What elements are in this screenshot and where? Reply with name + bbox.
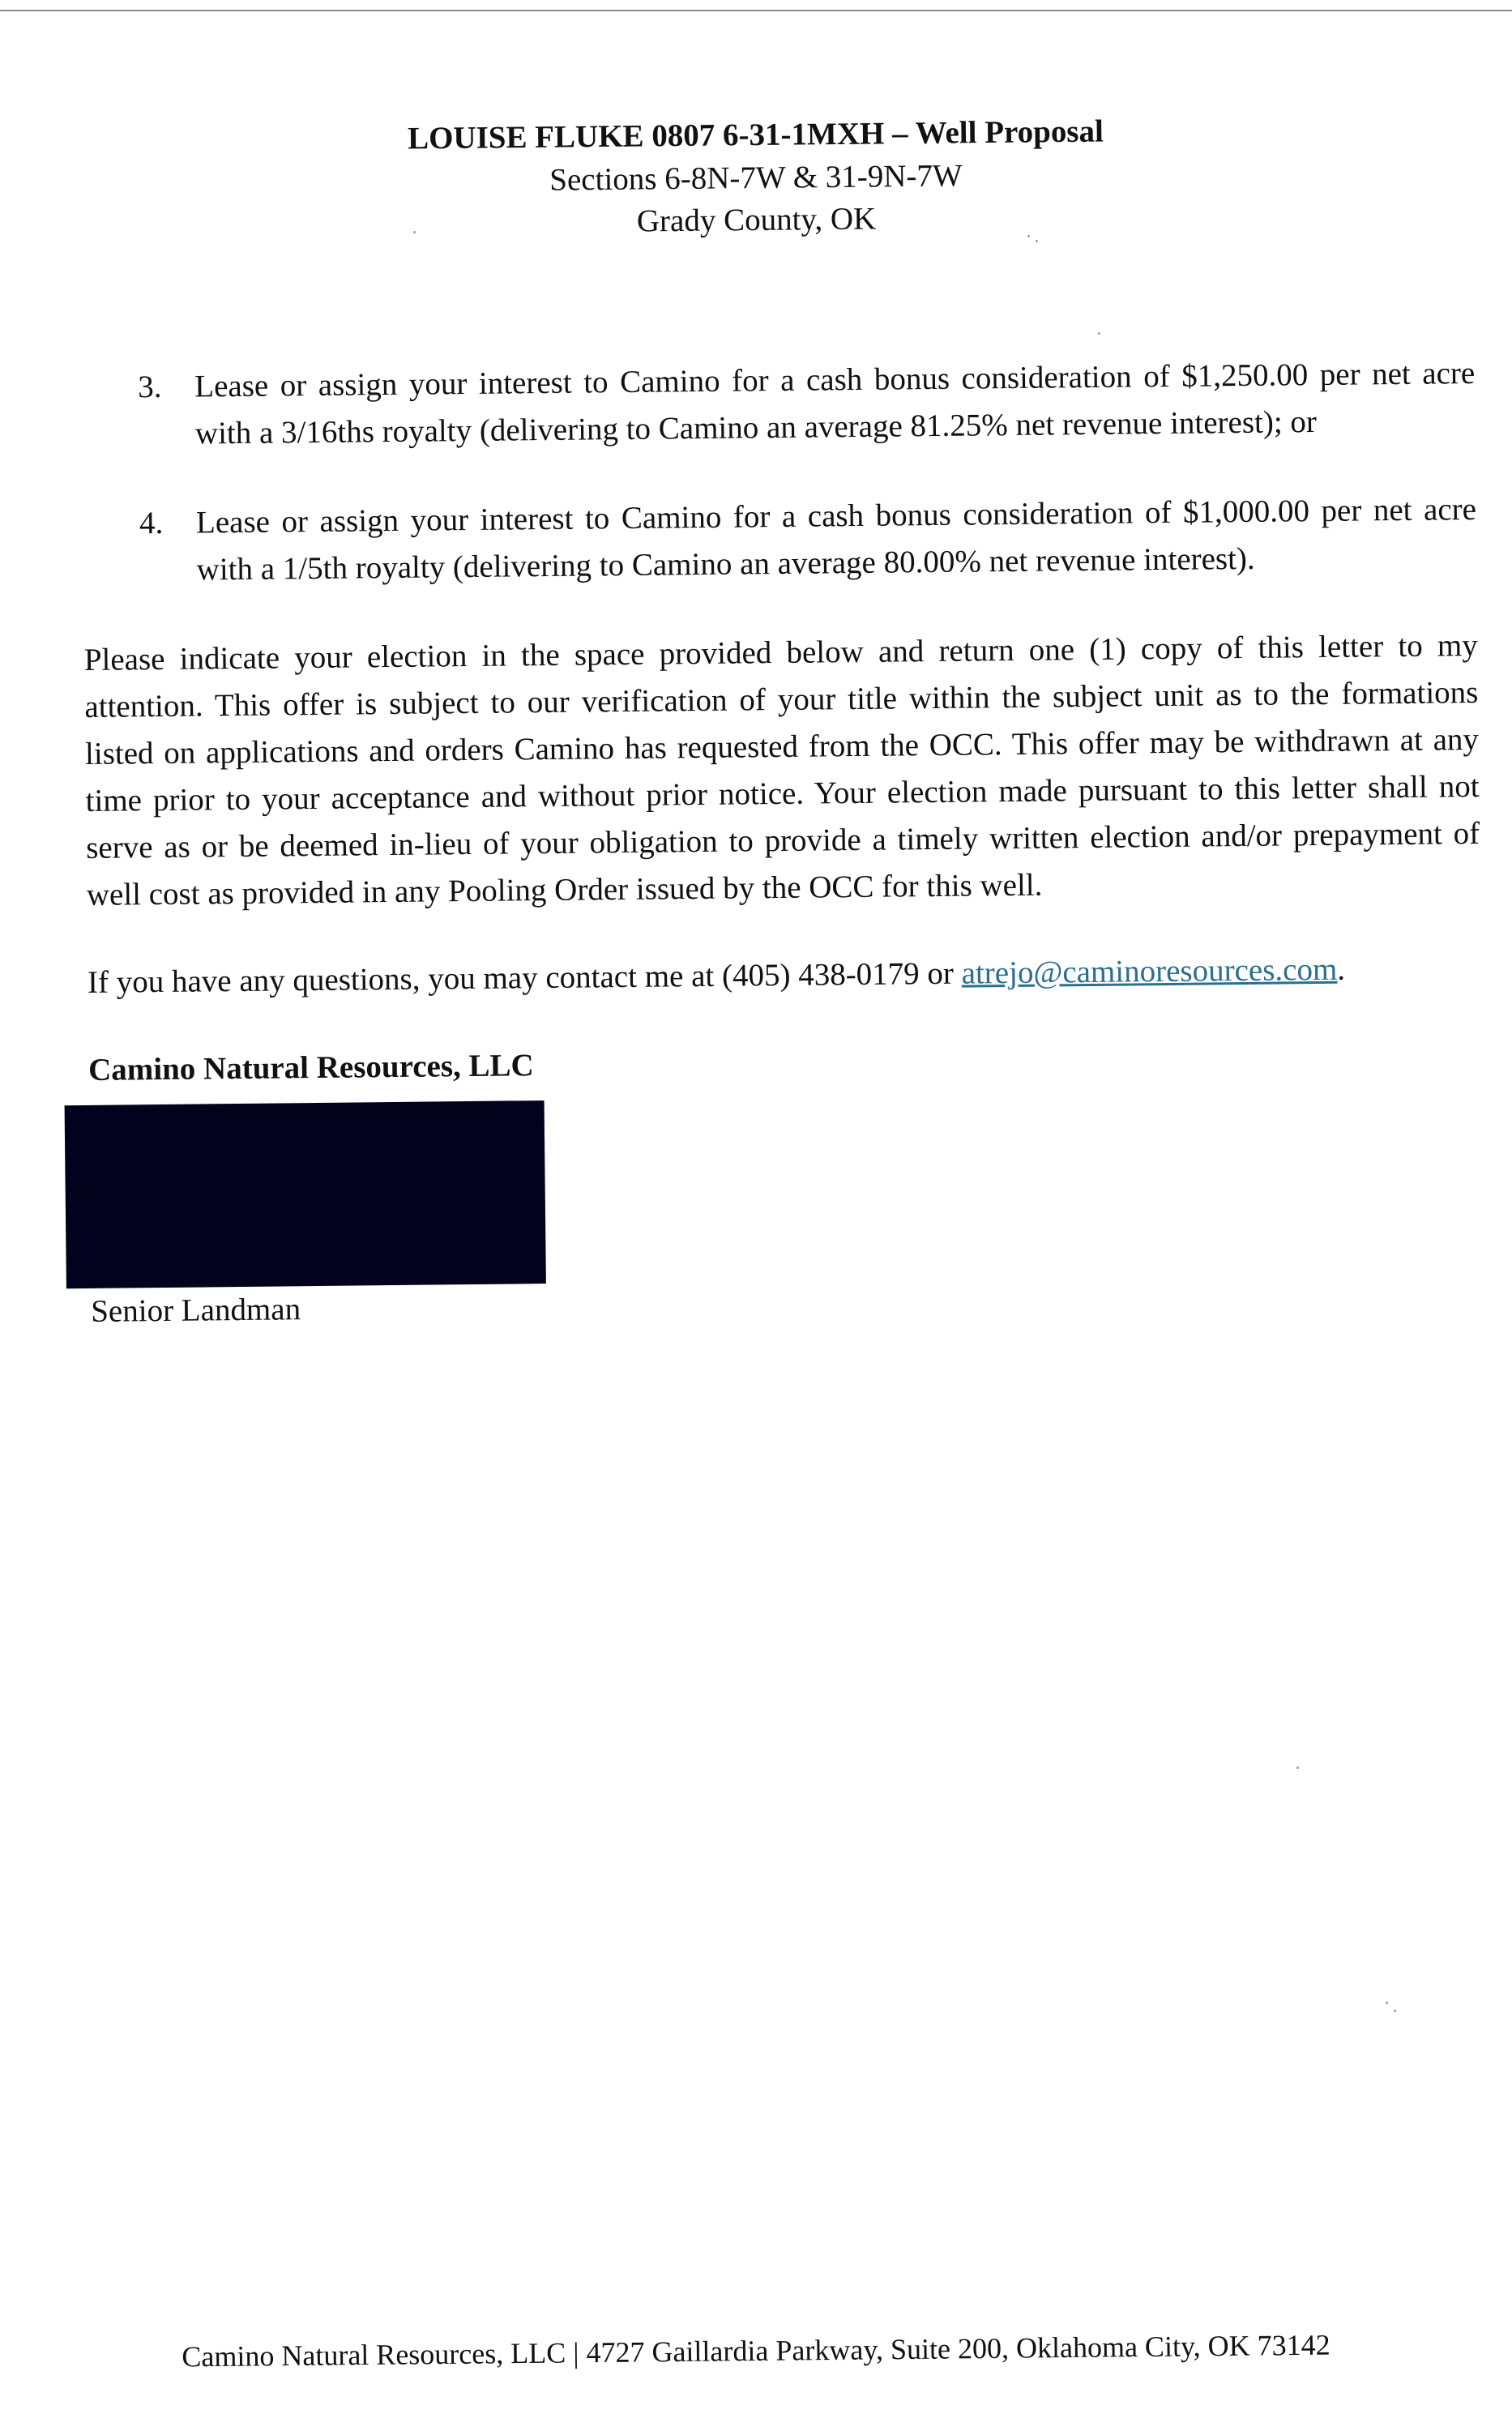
document-title: LOUISE FLUKE 0807 6-31-1MXH – Well Proposal xyxy=(407,113,1104,156)
redacted-signature-block xyxy=(65,1100,546,1288)
email-link[interactable]: atrejo@caminoresources.com xyxy=(961,951,1338,991)
option-number: 3. xyxy=(138,369,162,405)
sections-line: Sections 6-8N-7W & 31-9N-7W xyxy=(549,158,963,198)
letter-body xyxy=(81,350,1484,1335)
scan-speck xyxy=(1027,235,1030,237)
scan-speck xyxy=(1386,2002,1388,2004)
signer-title: Senior Landman xyxy=(91,1292,301,1329)
option-text: Lease or assign your interest to Camino for a cash bonus consideration of $1,000.00 per net acre with a 1/5th royalty (delivering to Camino an average 80.00% net revenue interest). xyxy=(195,491,1477,587)
scan-speck xyxy=(1394,2010,1396,2012)
county-line: Grady County, OK xyxy=(636,201,877,239)
scan-speck xyxy=(1036,240,1038,242)
footer-address: Camino Natural Resources, LLC | 4727 Gaillardia Parkway, Suite 200, Oklahoma City, OK 73142 xyxy=(182,2328,1330,2373)
option-item xyxy=(81,350,1476,459)
letter-header xyxy=(0,105,1512,250)
contact-text: If you have any questions, you may contact me at (405) 438-0179 or xyxy=(87,955,962,1000)
scan-speck xyxy=(413,231,416,233)
company-name: Camino Natural Resources, LLC xyxy=(88,1048,534,1087)
election-paragraph: Please indicate your election in the space provided below and return one (1) copy of this letter to my attention. This offer is subject to our verification of your title within the subject unit as to the formations listed on applications and orders Camino has requested from the OCC. This offer may be withdrawn at any time prior to your acceptance and without prior notice. Your election made pursuant to this letter shall not serve as or be deemed in-lieu of your obligation to provide a timely written election and/or prepayment of well cost as provided in any Pooling Order issued by the OCC for this well. xyxy=(83,627,1480,912)
scan-edge-line xyxy=(0,10,1512,11)
option-text: Lease or assign your interest to Camino for a cash bonus consideration of $1,250.00 per net acre with a 3/16ths royalty (delivering to Camino an average 81.25% net revenue interest); or xyxy=(194,355,1476,451)
scan-speck xyxy=(1296,1767,1299,1769)
option-item xyxy=(83,486,1477,595)
option-number: 4. xyxy=(139,505,164,541)
contact-suffix: . xyxy=(1337,951,1346,987)
scan-speck xyxy=(1098,332,1100,335)
contact-paragraph xyxy=(88,945,1482,1006)
